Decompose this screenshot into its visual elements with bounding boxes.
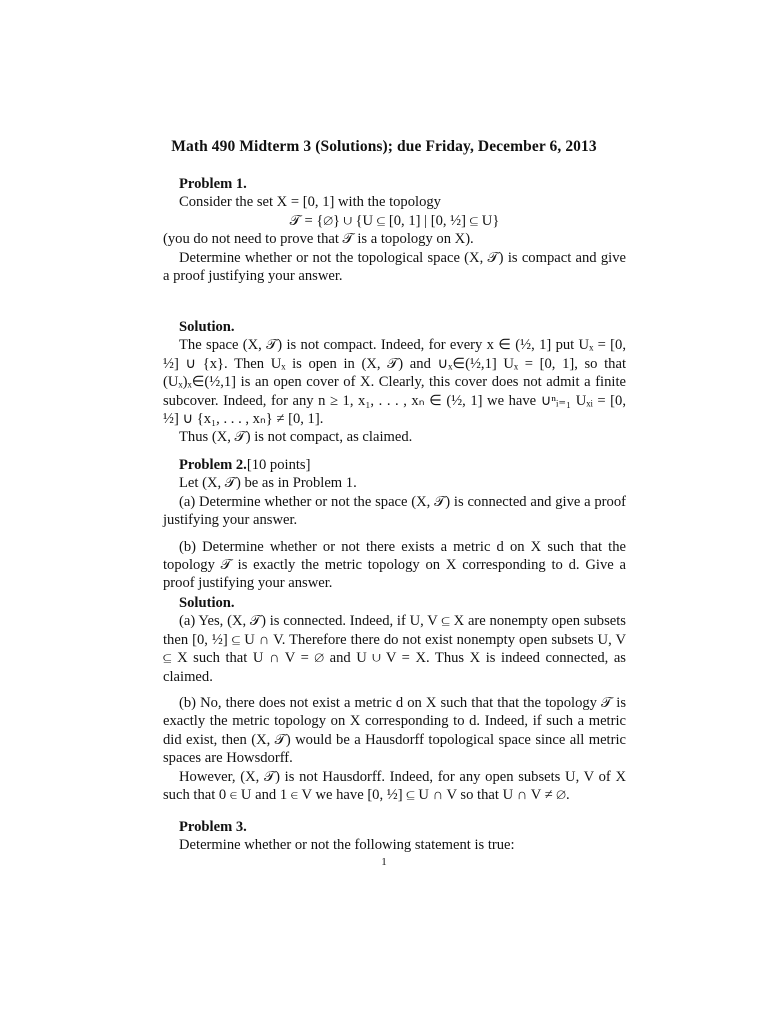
problem-3-text: Determine whether or not the following statement is true: [179,837,515,854]
problem-3-section [163,818,626,855]
page-number: 1 [381,856,387,868]
solution-2-heading: Solution. [179,595,235,611]
problem-2-points: [10 points] [246,457,311,473]
solution-1-section [163,318,626,447]
problem-1-heading: Problem 1. [179,176,247,192]
problem-1-section [163,175,626,285]
solution-2-section [163,594,626,804]
solution-1-text: The space (X, 𝒯) is not compact. Indeed, for every x ∈ (½, 1] put Uₓ = [0, ½] ∪ {x}. Then Uₓ is open in (X, 𝒯) and ∪ₓ∈(½,1] Uₓ = [0, 1], so that (Uₓ)ₓ∈(½,1] is an open cover of X. Clearly, this cover does not admit a finite subcover. Indeed, for any n ≥ 1, x₁, . . . , xₙ ∈ (½, 1] we have ∪ⁿᵢ₌₁ Uₓᵢ = [0, ½] ∪ {x₁, . . . , xₙ} ≠ [0, 1]. [163,337,626,428]
solution-1-heading: Solution. [179,319,235,335]
solution-2-part-a: (a) Yes, (X, 𝒯) is connected. Indeed, if U, V ⊆ X are nonempty open subsets then [0, ½] ⊆ U ∩ V. Therefore there do not exist nonempty open subsets U, V ⊆ X such that U ∩ V = ∅ and U ∪ V = X. Thus X is indeed connected, as claimed. [163,613,626,685]
problem-2-title: Problem 2. [179,457,247,473]
problem-2-part-a: (a) Determine whether or not the space (X, 𝒯) is connected and give a proof justifying your answer. [163,493,626,529]
problem-1-text: Consider the set X = [0, 1] with the topology [179,194,441,211]
topology-definition: 𝒯 = {∅} ∪ {U ⊆ [0, 1] | [0, ½] ⊆ U} [289,212,500,229]
document-title: Math 490 Midterm 3 (Solutions); due Friday, December 6, 2013 [171,138,597,155]
solution-2-part-b: (b) No, there does not exist a metric d on X such that that the topology 𝒯 is exactly the metric topology on X corresponding to d. Indeed, if such a metric did exist, then (X, 𝒯) would be a Hausdorff topological space since all metric spaces are Howsdorff. [163,695,626,767]
problem-2-section [163,456,626,593]
problem-3-heading: Problem 3. [179,819,247,835]
problem-1-note: (you do not need to prove that 𝒯 is a topology on X). [163,231,474,248]
solution-2-part-b-continued: However, (X, 𝒯) is not Hausdorff. Indeed, for any open subsets U, V of X such that 0 ∈ U and 1 ∈ V we have [0, ½] ⊆ U ∩ V so that U ∩ V ≠ ∅. [163,768,626,804]
problem-2-part-b: (b) Determine whether or not there exists a metric d on X such that the topology 𝒯 is exactly the metric topology on X corresponding to d. Give a proof justifying your answer. [163,538,626,592]
problem-2-intro: Let (X, 𝒯) be as in Problem 1. [179,475,357,492]
problem-1-question: Determine whether or not the topological space (X, 𝒯) is compact and give a proof justifying your answer. [163,249,626,285]
problem-2-heading [163,456,626,474]
solution-1-conclusion: Thus (X, 𝒯) is not compact, as claimed. [179,429,413,446]
